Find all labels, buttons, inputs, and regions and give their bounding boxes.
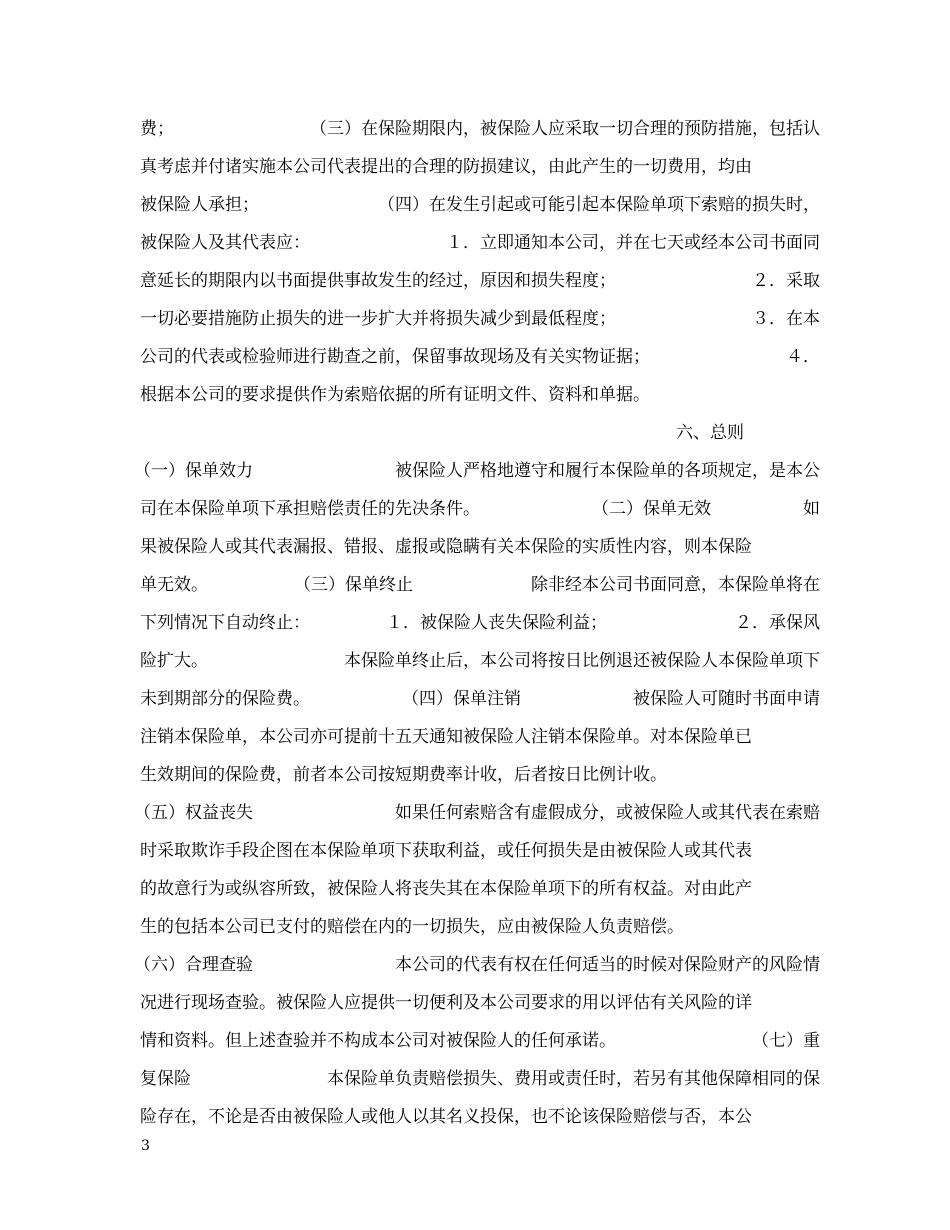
text-line bbox=[140, 912, 820, 942]
text-segment: 复保险 bbox=[140, 1069, 191, 1089]
text-segment: 注销本保险单，本公司亦可提前十五天通知被保险人注销本保险单。对本保险单已 bbox=[140, 727, 752, 747]
text-segment: （六）合理查验 bbox=[134, 955, 253, 975]
text-line bbox=[140, 684, 820, 714]
text-segment: 如果任何索赔含有虚假成分，或被保险人或其代表在索赔 bbox=[395, 803, 820, 823]
text-line bbox=[140, 342, 820, 372]
text-segment: 被保险人承担； bbox=[140, 195, 259, 215]
text-segment: （四）在发生引起或可能引起本保险单项下索赔的损失时， bbox=[378, 195, 820, 215]
text-line bbox=[140, 646, 820, 676]
text-line bbox=[140, 1064, 820, 1094]
text-segment: 险扩大。 bbox=[140, 651, 208, 671]
text-segment: 况进行现场查验。被保险人应提供一切便利及本公司要求的用以评估有关风险的详 bbox=[140, 993, 752, 1013]
text-line bbox=[140, 228, 820, 258]
text-segment: 下列情况下自动终止： bbox=[140, 613, 310, 633]
text-segment: ２．采取 bbox=[752, 271, 820, 291]
text-segment: 单无效。 bbox=[140, 575, 208, 595]
text-line bbox=[140, 190, 820, 220]
text-line bbox=[140, 988, 820, 1018]
text-segment: 如 bbox=[803, 499, 820, 519]
text-segment: 公司的代表或检验师进行勘查之前，保留事故现场及有关实物证据； bbox=[140, 347, 650, 367]
text-segment: 本保险单负责赔偿损失、费用或责任时，若另有其他保障相同的保 bbox=[327, 1069, 820, 1089]
text-segment: 生的包括本公司已支付的赔偿在内的一切损失，应由被保险人负责赔偿。 bbox=[140, 917, 684, 937]
text-segment: 本公司的代表有权在任何适当的时候对保险财产的风险情 bbox=[395, 955, 820, 975]
text-segment: （二）保单无效 bbox=[592, 499, 711, 519]
text-segment: １．被保险人丧失保险利益； bbox=[386, 613, 607, 633]
text-segment: 一切必要措施防止损失的进一步扩大并将损失减少到最低程度； bbox=[140, 309, 616, 329]
text-line bbox=[140, 114, 820, 144]
text-line bbox=[140, 418, 820, 448]
text-segment: 意延长的期限内以书面提供事故发生的经过，原因和损失程度； bbox=[140, 271, 616, 291]
text-segment: 果被保险人或其代表漏报、错报、虚报或隐瞒有关本保险的实质性内容，则本保险 bbox=[140, 537, 752, 557]
text-segment: 情和资料。但上述查验并不构成本公司对被保险人的任何承诺。 bbox=[140, 1031, 616, 1051]
text-segment: （四）保单注销 bbox=[402, 689, 521, 709]
text-segment: 的故意行为或纵容所致，被保险人将丧失其在本保险单项下的所有权益。对由此产 bbox=[140, 879, 752, 899]
text-line bbox=[140, 494, 820, 524]
text-line bbox=[140, 1102, 820, 1132]
text-segment: 险存在，不论是否由被保险人或他人以其名义投保，也不论该保险赔偿与否，本公 bbox=[140, 1107, 752, 1127]
text-segment: 被保险人严格地遵守和履行本保险单的各项规定，是本公 bbox=[395, 461, 820, 481]
text-line bbox=[140, 304, 820, 334]
text-line bbox=[140, 1026, 820, 1056]
text-segment: （一）保单效力 bbox=[134, 461, 253, 481]
text-segment: 费； bbox=[140, 119, 174, 139]
text-segment: 被保险人及其代表应： bbox=[140, 233, 310, 253]
text-line bbox=[140, 152, 820, 182]
text-line bbox=[134, 456, 820, 486]
text-segment: ２．承保风 bbox=[735, 613, 820, 633]
text-segment: （三）保单终止 bbox=[294, 575, 413, 595]
text-segment: （三）在保险期限内，被保险人应采取一切合理的预防措施，包括认 bbox=[310, 119, 820, 139]
text-line bbox=[140, 608, 820, 638]
text-line bbox=[134, 798, 820, 828]
text-line bbox=[140, 760, 820, 790]
text-line bbox=[134, 950, 820, 980]
text-segment: （五）权益丧失 bbox=[134, 803, 253, 823]
text-segment: 生效期间的保险费，前者本公司按短期费率计收，后者按日比例计收。 bbox=[140, 765, 667, 785]
text-line bbox=[140, 570, 820, 600]
text-line bbox=[140, 532, 820, 562]
text-segment: （七）重 bbox=[752, 1031, 820, 1051]
text-line bbox=[140, 266, 820, 296]
text-line bbox=[140, 380, 820, 410]
text-segment: 除非经本公司书面同意，本保险单将在 bbox=[531, 575, 820, 595]
text-line bbox=[140, 722, 820, 752]
text-segment: 本保险单终止后，本公司将按日比例退还被保险人本保险单项下 bbox=[344, 651, 820, 671]
text-segment: 真考虑并付诸实施本公司代表提出的合理的防损建议，由此产生的一切费用，均由 bbox=[140, 157, 752, 177]
text-segment: 时采取欺诈手段企图在本保险单项下获取利益，或任何损失是由被保险人或其代表 bbox=[140, 841, 752, 861]
text-segment: 根据本公司的要求提供作为索赔依据的所有证明文件、资料和单据。 bbox=[140, 385, 650, 405]
text-line bbox=[140, 874, 820, 904]
text-segment: １．立即通知本公司，并在七天或经本公司书面同 bbox=[446, 233, 820, 253]
text-segment: 六、总则 bbox=[676, 423, 744, 443]
text-segment: ３．在本 bbox=[752, 309, 820, 329]
text-segment: ４． bbox=[786, 347, 820, 367]
text-segment: 被保险人可随时书面申请 bbox=[633, 689, 820, 709]
text-segment: 未到期部分的保险费。 bbox=[140, 689, 310, 709]
text-line bbox=[140, 836, 820, 866]
page-number: 3 bbox=[141, 1138, 150, 1154]
text-segment: 司在本保险单项下承担赔偿责任的先决条件。 bbox=[140, 499, 480, 519]
